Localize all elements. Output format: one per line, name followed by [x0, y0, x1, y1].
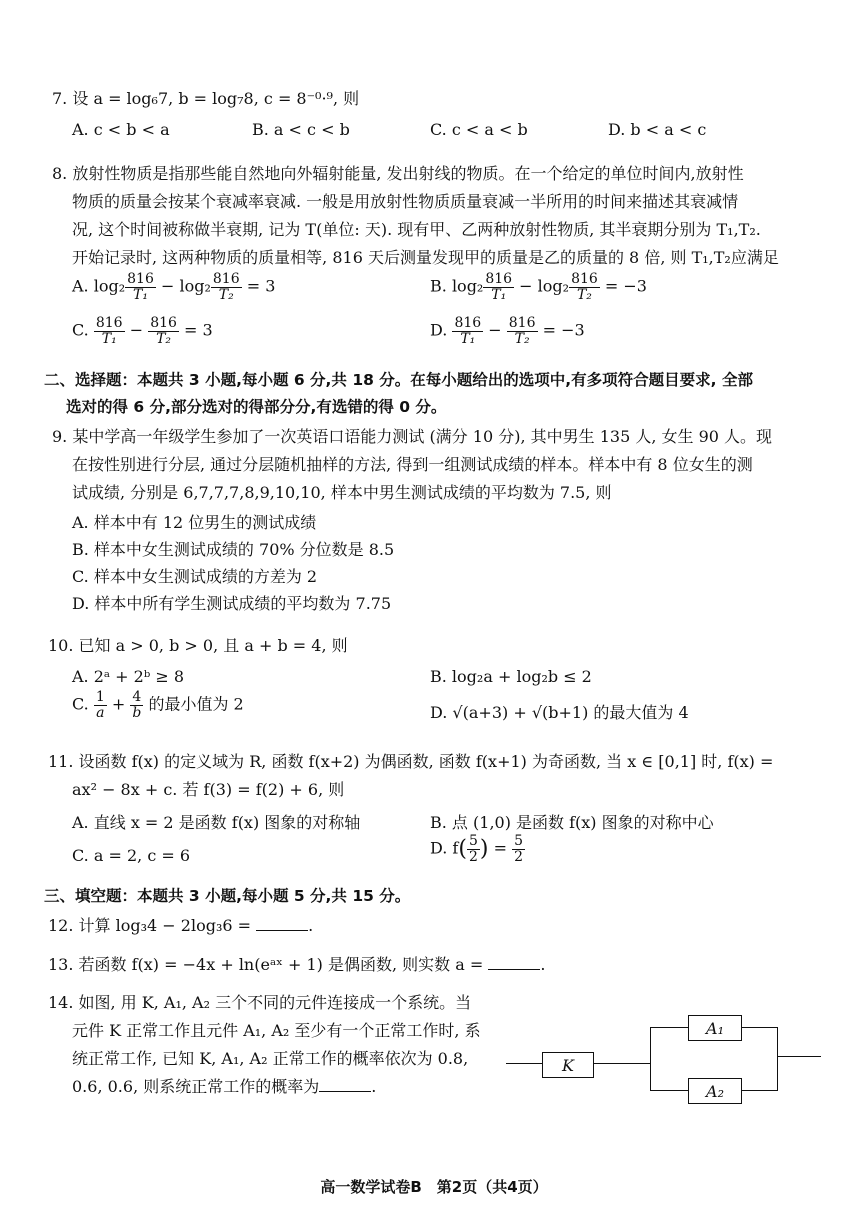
- q13: 13. 若函数 f(x) = −4x + ln(eᵃˣ + 1) 是偶函数, 则实数 a = .: [48, 955, 546, 974]
- q7-option-b: B. a < c < b: [252, 120, 350, 139]
- q12-answer-blank[interactable]: [256, 916, 308, 931]
- q7-option-d: D. b < a < c: [608, 120, 707, 139]
- q9-line-1: 9. 某中学高一年级学生参加了一次英语口语能力测试 (满分 10 分), 其中男生 135 人, 女生 90 人。现: [52, 427, 773, 446]
- q8-line-4: 开始记录时, 这两种物质的质量相等, 816 天后测量发现甲的质量是乙的质量的 8 倍, 则 T₁,T₂应满足: [72, 248, 779, 267]
- q10-stem: 10. 已知 a > 0, b > 0, 且 a + b = 4, 则: [48, 636, 348, 655]
- q8-option-c: C. $\frac{816}{\text{T₁}}$ − $\frac{816}{\text{T₂}}$ = 3: [72, 315, 213, 347]
- q9-option-d: D. 样本中所有学生测试成绩的平均数为 7.75: [72, 594, 392, 613]
- q13-answer-blank[interactable]: [488, 955, 540, 970]
- q14-line-1: 14. 如图, 用 K, A₁, A₂ 三个不同的元件连接成一个系统。当: [48, 993, 472, 1012]
- component-a1: A₁: [688, 1015, 742, 1041]
- component-k: K: [542, 1052, 594, 1078]
- q9-line-3: 试成绩, 分别是 6,7,7,7,8,9,10,10, 样本中男生测试成绩的平均数为 7.5, 则: [72, 483, 612, 502]
- page-footer: 高一数学试卷B 第2页（共4页）: [320, 1178, 548, 1196]
- q9-option-c: C. 样本中女生测试成绩的方差为 2: [72, 567, 318, 586]
- q10-option-c: C. $\frac{1}{a}$ + $\frac{4}{b}$ 的最小值为 2: [72, 689, 244, 721]
- section-2-heading: 二、选择题：本题共 3 小题,每小题 6 分,共 18 分。在每小题给出的选项中,有多项符合题目要求, 全部: [44, 371, 753, 389]
- q8-option-d: D. $\frac{816}{\text{T₁}}$ − $\frac{816}{\text{T₂}}$ = −3: [430, 315, 585, 347]
- q14-line-3: 统正常工作, 已知 K, A₁, A₂ 正常工作的概率依次为 0.8,: [72, 1049, 469, 1068]
- q14-line-4: 0.6, 0.6, 则系统正常工作的概率为 .: [72, 1077, 377, 1096]
- q8-line-1: 8. 放射性物质是指那些能自然地向外辐射能量, 发出射线的物质。在一个给定的单位时间内,放射性: [52, 164, 744, 183]
- q8-option-a: A. log₂ $\frac{816}{\text{T₁}}$ − log₂ $\frac{816}{\text{T₂}}$ = 3: [72, 271, 276, 303]
- q7-option-a: A. c < b < a: [72, 120, 170, 139]
- q11-option-a: A. 直线 x = 2 是函数 f(x) 图象的对称轴: [72, 813, 361, 832]
- q10-option-a: A. 2ᵃ + 2ᵇ ≥ 8: [72, 667, 184, 686]
- q11-line-2: ax² − 8x + c. 若 f(3) = f(2) + 6, 则: [72, 780, 345, 799]
- q14-answer-blank[interactable]: [319, 1077, 371, 1092]
- q9-option-b: B. 样本中女生测试成绩的 70% 分位数是 8.5: [72, 540, 395, 559]
- q9-option-a: A. 样本中有 12 位男生的测试成绩: [72, 513, 317, 532]
- q8-line-2: 物质的质量会按某个衰减率衰减. 一般是用放射性物质质量衰减一半所用的时间来描述其衰减情: [72, 192, 739, 211]
- q11-option-b: B. 点 (1,0) 是函数 f(x) 图象的对称中心: [430, 813, 714, 832]
- q11-option-d: D. f( $\frac{5}{2}$ ) = $\frac{5}{2}$: [430, 833, 523, 865]
- q10-option-b: B. log₂a + log₂b ≤ 2: [430, 667, 592, 686]
- q10-option-d: D. √(a+3) + √(b+1) 的最大值为 4: [430, 703, 689, 722]
- q8-line-3: 况, 这个时间被称做半衰期, 记为 T(单位: 天). 现有甲、乙两种放射性物质, 其半衰期分别为 T₁,T₂.: [72, 220, 761, 239]
- q7-option-c: C. c < a < b: [430, 120, 528, 139]
- q11-line-1: 11. 设函数 f(x) 的定义域为 R, 函数 f(x+2) 为偶函数, 函数 f(x+1) 为奇函数, 当 x ∈ [0,1] 时, f(x) =: [48, 752, 774, 771]
- q9-line-2: 在按性别进行分层, 通过分层随机抽样的方法, 得到一组测试成绩的样本。样本中有 8 位女生的测: [72, 455, 753, 474]
- q12: 12. 计算 log₃4 − 2log₃6 = .: [48, 916, 314, 935]
- section-3-heading: 三、填空题：本题共 3 小题,每小题 5 分,共 15 分。: [44, 887, 411, 905]
- q7-stem: 7. 设 a = log₆7, b = log₇8, c = 8⁻⁰·⁹, 则: [52, 89, 360, 108]
- q14-line-2: 元件 K 正常工作且元件 A₁, A₂ 至少有一个正常工作时, 系: [72, 1021, 481, 1040]
- q11-option-c: C. a = 2, c = 6: [72, 846, 191, 865]
- q8-option-b: B. log₂ $\frac{816}{\text{T₁}}$ − log₂ $\frac{816}{\text{T₂}}$ = −3: [430, 271, 647, 303]
- section-2-heading-cont: 选对的得 6 分,部分选对的得部分分,有选错的得 0 分。: [66, 398, 447, 416]
- component-a2: A₂: [688, 1078, 742, 1104]
